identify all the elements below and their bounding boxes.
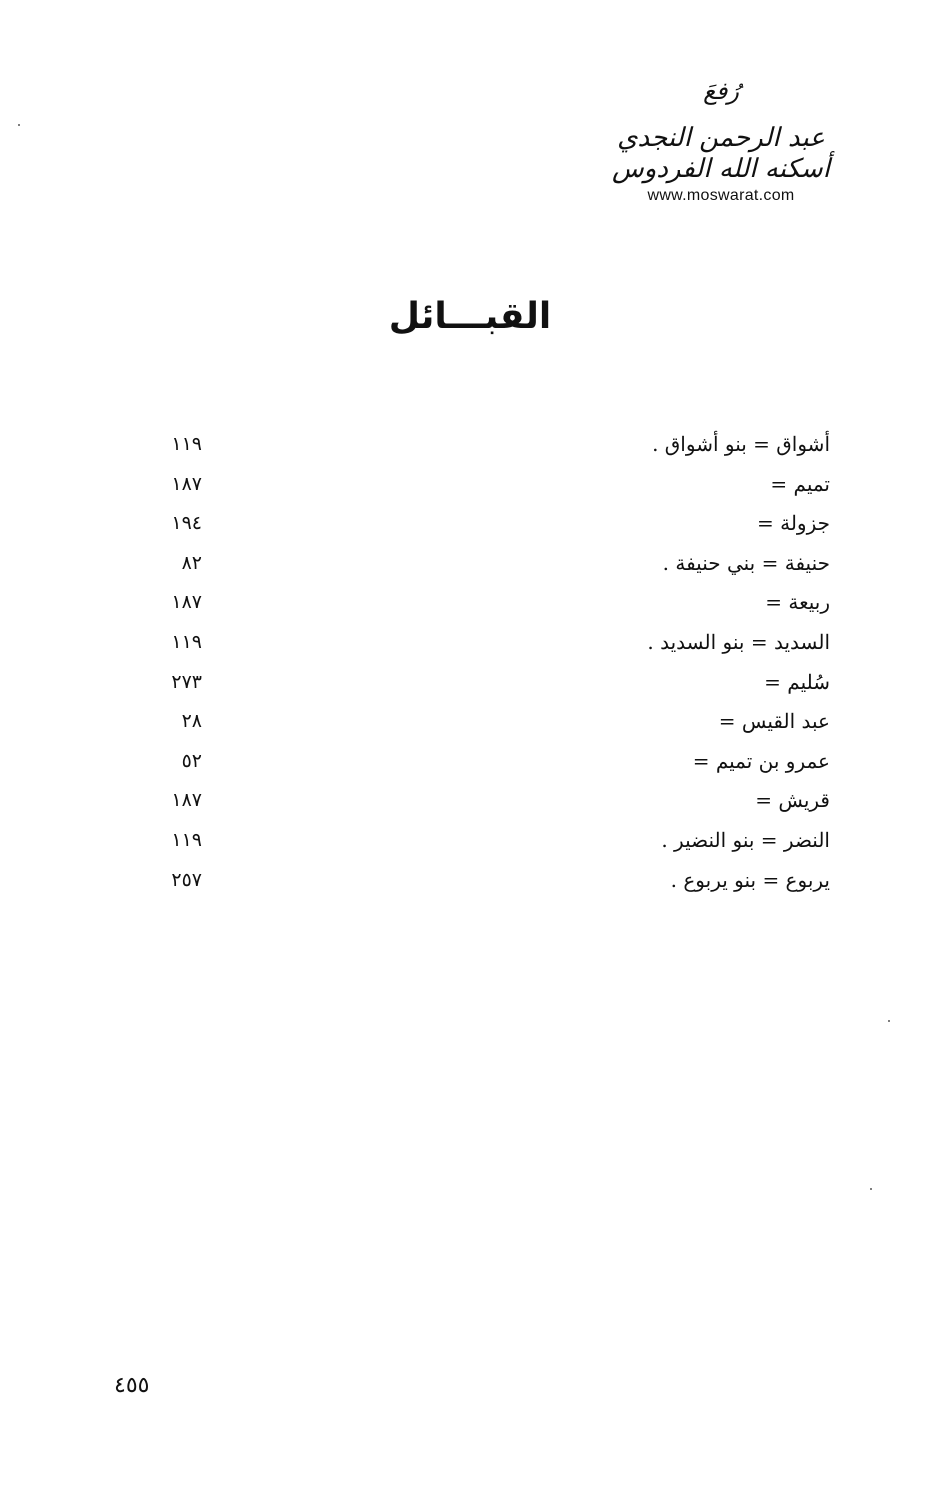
scan-speck [888,1020,890,1022]
page-number: ٤٥٥ [114,1373,150,1398]
stamp-line-1: رُفعَ [703,77,739,105]
entry-page-number: ٢٥٧ [171,868,202,891]
entry-page-number: ١١٩ [171,630,202,653]
entry-text: يربوع = بنو يربوع . [670,867,830,892]
entry-page-number: ٨٢ [181,551,202,574]
entry-text: أشواق = بنو أشواق . [652,432,830,456]
stamp-line-2: عبد الرحمن النجدي [617,122,825,153]
index-row [140,504,830,544]
stamp-line-3: أسكنه الله الفردوس [612,154,830,185]
stamp-url: www.moswarat.com [647,187,795,205]
index-row [140,465,830,505]
entry-page-number: ٥٢ [181,749,202,772]
publisher-stamp [596,78,846,205]
entry-page-number: ١١٩ [171,433,202,455]
index-row [140,742,830,782]
index-row [140,544,830,584]
entry-page-number: ٢٨ [181,710,202,733]
entry-text: تميم = [770,471,830,496]
page-title-text: القبـــائل [388,296,552,337]
index-row [140,663,830,703]
entry-text: حنيفة = بني حنيفة . [662,550,830,575]
entry-page-number: ٢٧٣ [171,670,202,693]
page-title [0,296,940,337]
tribes-index-list [140,425,830,900]
entry-page-number: ١٨٧ [171,591,202,614]
index-row [140,861,830,901]
entry-text: قريش = [755,788,830,813]
entry-text: النضر = بنو النضير . [661,827,830,852]
scan-speck [870,1188,872,1190]
entry-text: سُليم = [764,669,830,694]
entry-text: عمرو بن تميم = [692,748,830,773]
entry-text: ربيعة = [765,590,830,615]
index-row [140,425,830,465]
index-row [140,821,830,861]
entry-page-number: ١٨٧ [171,472,202,495]
index-row [140,781,830,821]
entry-text: عبد القيس = [718,709,830,734]
entry-text: السديد = بنو السديد . [647,629,830,654]
entry-page-number: ١٨٧ [171,789,202,812]
entry-page-number: ١١٩ [171,828,202,851]
index-row [140,702,830,742]
scan-speck [18,124,20,126]
entry-text: جزولة = [757,511,830,536]
index-row [140,623,830,663]
index-row [140,583,830,623]
entry-page-number: ١٩٤ [171,512,202,535]
